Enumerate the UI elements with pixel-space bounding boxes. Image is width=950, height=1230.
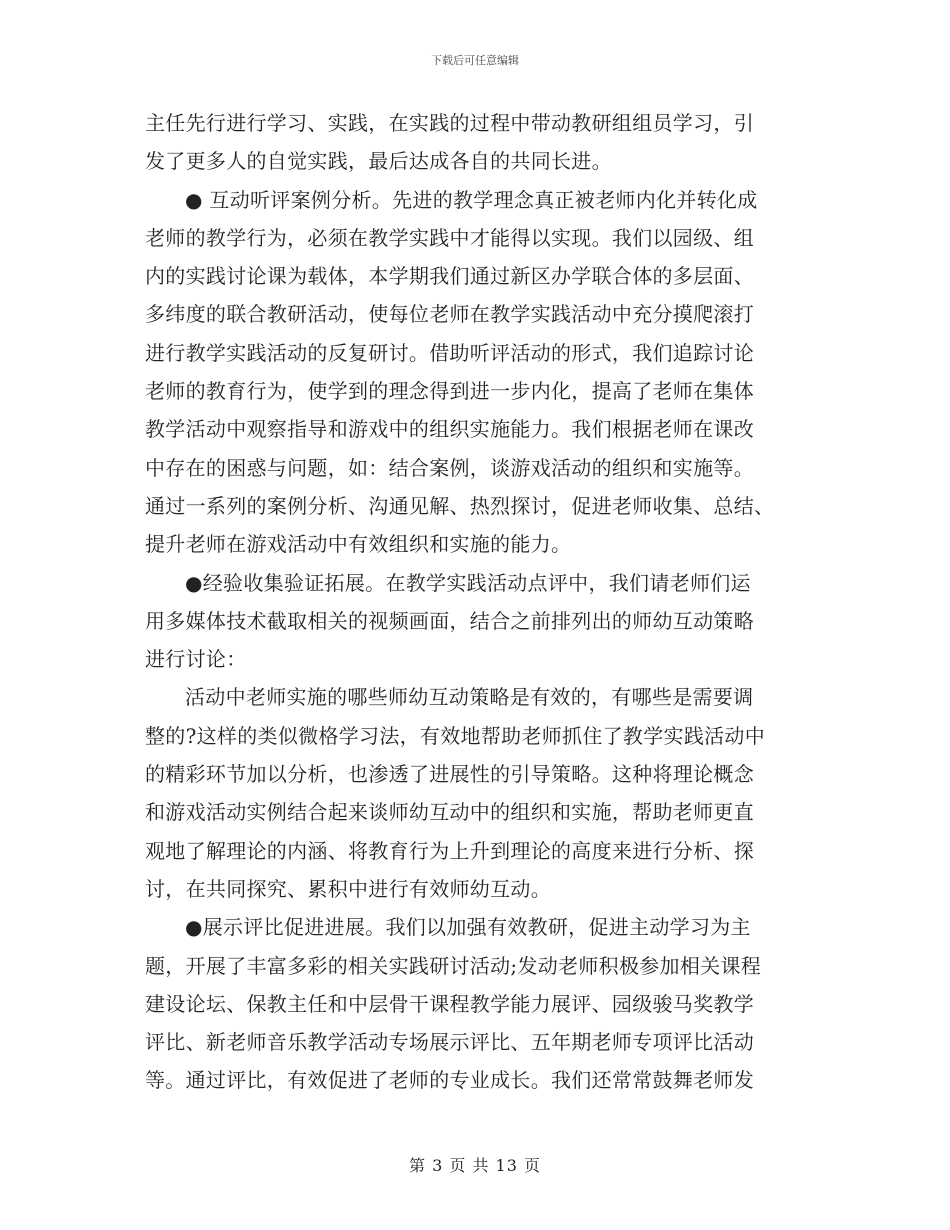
- text-line: 进行教学实践活动的反复研讨。借助听评活动的形式，我们追踪讨论: [145, 340, 754, 365]
- text-line: 多纬度的联合教研活动，使每位老师在教学实践活动中充分摸爬滚打: [145, 302, 754, 327]
- text-line: 和游戏活动实例结合起来谈师幼互动中的组织和实施，帮助老师更直: [145, 800, 754, 825]
- text-line: 主任先行进行学习、实践，在实践的过程中带动教研组组员学习，引: [145, 111, 754, 135]
- text-line: 用多媒体技术截取相关的视频画面，结合之前排列出的师幼互动策略: [145, 608, 754, 633]
- text-line: 评比、新老师音乐教学活动专场展示评比、五年期老师专项评比活动: [145, 1030, 754, 1055]
- text-line: 题，开展了丰富多彩的相关实践研讨活动;发动老师积极参加相关课程: [145, 953, 762, 978]
- text-line: 内的实践讨论课为载体，本学期我们通过新区办学联合体的多层面、: [145, 264, 754, 289]
- text-line: ● 互动听评案例分析。先进的教学理念真正被老师内化并转化成: [185, 187, 758, 212]
- text-line: ●展示评比促进进展。我们以加强有效教研，促进主动学习为主: [185, 915, 751, 940]
- text-line: 通过一系列的案例分析、沟通见解、热烈探讨，促进老师收集、总结、: [145, 493, 775, 518]
- page-header: 下载后可任意编辑: [431, 54, 519, 67]
- page-footer: 第 3 页 共 13 页: [409, 1156, 541, 1175]
- text-line: 观地了解理论的内涵、将教育行为上升到理论的高度来进行分析、探: [145, 838, 754, 863]
- text-line: 等。通过评比，有效促进了老师的专业成长。我们还常常鼓舞老师发: [145, 1068, 754, 1093]
- text-line: 老师的教学行为，必须在教学实践中才能得以实现。我们以园级、组: [145, 225, 754, 250]
- text-line: 讨，在共同探究、累积中进行有效师幼互动。: [145, 876, 551, 901]
- document-body: [145, 104, 810, 1100]
- text-line: 发了更多人的自觉实践，最后达成各自的共同长进。: [145, 149, 612, 174]
- text-line: 的精彩环节加以分析，也渗透了进展性的引导策略。这种将理论概念: [145, 762, 754, 787]
- text-line: ●经验收集验证拓展。在教学实践活动点评中，我们请老师们运: [185, 570, 751, 595]
- text-line: 建设论坛、保教主任和中层骨干课程教学能力展评、园级骏马奖教学: [145, 991, 754, 1016]
- text-line: 进行讨论：: [145, 647, 247, 672]
- text-line: 中存在的困惑与问题，如：结合案例，谈游戏活动的组织和实施等。: [145, 455, 754, 480]
- text-line: 整的?这样的类似微格学习法，有效地帮助老师抓住了教学实践活动中: [145, 723, 766, 748]
- text-line: 老师的教育行为，使学到的理念得到进一步内化，提高了老师在集体: [145, 379, 754, 404]
- text-line: 提升老师在游戏活动中有效组织和实施的能力。: [145, 532, 572, 557]
- text-line: 活动中老师实施的哪些师幼互动策略是有效的，有哪些是需要调: [185, 685, 754, 710]
- text-line: 教学活动中观察指导和游戏中的组织实施能力。我们根据老师在课改: [145, 417, 754, 442]
